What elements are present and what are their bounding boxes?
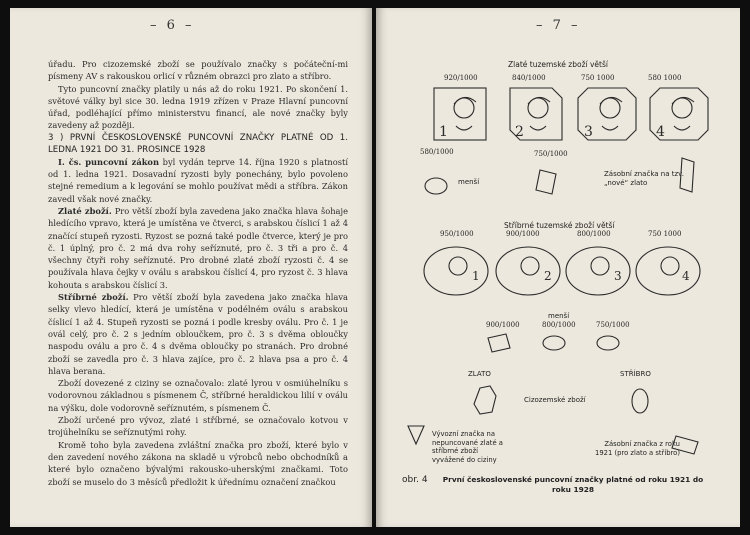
page-number-left: – 6 – xyxy=(150,18,195,33)
gold-fineness-4: 580 1000 xyxy=(648,74,682,82)
gold-small-fineness-2: 750/1000 xyxy=(534,150,568,158)
gold-mark-3-icon xyxy=(578,88,636,140)
gold-mark-1-icon xyxy=(434,88,486,140)
figure-caption: První československé puncovní značky platné od roku 1921 do roku 1928 xyxy=(442,475,704,494)
svg-text:1: 1 xyxy=(472,269,480,283)
paragraph xyxy=(48,156,348,205)
paragraph: Kromě toho byla zavedena zvláštní značka pro zboží, které bylo v den zavedení nového zákona na skladě u výrobců nebo obchodníků a které bylo označeno bývalými rakousko-uherskými značkami. Toto zboží se muselo do 3 měsíců předložit k úřednímu označení značkou xyxy=(48,439,348,487)
gold-fineness-3: 750 1000 xyxy=(581,74,615,82)
hallmark-figures xyxy=(376,8,740,527)
gold-fineness-1: 920/1000 xyxy=(444,74,478,82)
gold-small-label: menší xyxy=(458,178,480,186)
bold-term: Stříbrné zboží. xyxy=(58,292,129,303)
silver-small-fineness-3: 750/1000 xyxy=(596,321,630,329)
paragraph: Zboží určené pro vývoz, zlaté i stříbrné, se označovalo kotvou v trojúhelníku se seříznutými rohy. xyxy=(48,415,348,438)
foreign-silver-mark-icon xyxy=(632,389,648,413)
paragraph: Zboží dovezené z ciziny se označovalo: zlaté lyrou v osmiúhelníku s vodorovnou základnou s písmenem Č, stříbrné heraldickou lilií v oválu na výšku, dole vodorovně seříznutém, s písmenem Č. xyxy=(48,378,348,413)
zlato-label: ZLATO xyxy=(468,370,491,378)
svg-text:4: 4 xyxy=(656,124,665,140)
paragraph: úřadu. Pro cizozemské zboží se používalo značky s počáteční-mi písmeny AV s rakouskou orlicí v různém obrazci pro zlato a stříbro. xyxy=(48,59,348,82)
stribro-label: STŘÍBRO xyxy=(620,370,651,378)
foreign-gold-mark-icon xyxy=(474,386,496,414)
gold-small-fineness-1: 580/1000 xyxy=(420,148,454,156)
silver-mark-4-icon xyxy=(636,247,700,295)
gold-fineness-2: 840/1000 xyxy=(512,74,546,82)
silver-small-mark-icon xyxy=(543,336,565,350)
silver-title: Stříbrné tuzemské zboží větší xyxy=(504,221,615,230)
reserve-mark-icon xyxy=(680,158,694,192)
gold-small-mark-icon xyxy=(536,170,556,194)
svg-text:2: 2 xyxy=(544,269,552,283)
silver-fineness-2: 900/1000 xyxy=(506,230,540,238)
silver-mark-2-icon xyxy=(496,247,560,295)
paragraph-text: Pro větší zboží byla zavedena jako značka hlava selky vlevo hledící, která je umístěna v podélném oválu s arabskou číslicí 1 až 4. Stupeň ryzosti se pozná i podle kresby oválu. Pro č. 1 je ovál celý, pro č. 2 s jedním obloučkem, pro č. 3 s dvěma obloučky naspodu oválu a pro č. 4 s dvěma obloučky po stranách. Pro drobné zboží se zavedla pro č. 3 hlava zajíce, pro č. 2 hlava psa a pro č. 4 hlava berana. xyxy=(48,292,348,376)
silver-small-mark-icon xyxy=(597,336,619,350)
figure-number: obr. 4 xyxy=(402,475,428,485)
bold-term: Zlaté zboží. xyxy=(58,205,112,216)
silver-fineness-1: 950/1000 xyxy=(440,230,474,238)
paragraph-text: byl vydán teprve 14. října 1920 s platností od 1. ledna 1921. Dosavadní ryzosti byly ponechány, bylo povoleno stejné remedium a k legování se mohlo používat mědi a stříbra. Zákon zavedl však nové značky. xyxy=(48,156,349,204)
gold-mark-2-icon xyxy=(510,88,562,140)
reserve-new-gold-label: Zásobní značka na tzv. „nové“ zlato xyxy=(604,170,684,187)
reserve-1921-mark-icon xyxy=(672,436,698,454)
gold-small-mark-icon xyxy=(425,178,447,194)
right-page xyxy=(376,8,740,527)
silver-small-fineness-1: 900/1000 xyxy=(486,321,520,329)
svg-text:4: 4 xyxy=(682,269,690,283)
paragraph-text: Pro větší zboží byla zavedena jako značka hlava šohaje hledícího vpravo, která je umístěna ve čtverci, s arabskou číslicí 1 až 4 značící stupeň ryzosti. Ryzost se pozná také podle čtverce, který je pro č. 1 úplný, pro č. 2 má dva rohy seříznuté, pro č. 3 tři a pro č. 4 všechny čtyři rohy seříznuté. Pro drobné zlaté zboží ryzosti č. 4 se používala hlava čejky v oválu s arabskou číslicí 4, pro ryzost č. 3 hlava kohouta s arabskou číslicí 3. xyxy=(48,205,348,290)
svg-text:1: 1 xyxy=(439,124,448,140)
paragraph xyxy=(48,205,348,291)
silver-mark-3-icon xyxy=(566,247,630,295)
svg-text:3: 3 xyxy=(614,269,622,283)
export-mark-icon xyxy=(408,426,424,444)
reserve-1921-label: Zásobní značka z roku 1921 (pro zlato a stříbro) xyxy=(595,440,680,457)
page-number-right: – 7 – xyxy=(536,18,581,33)
bold-term: I. čs. puncovní zákon xyxy=(58,156,160,167)
silver-fineness-3: 800/1000 xyxy=(577,230,611,238)
section-heading: 3 ) PRVNÍ ČESKOSLOVENSKÉ PUNCOVNÍ ZNAČKY PLATNÉ OD 1. LEDNA 1921 DO 31. PROSINCE 1928 xyxy=(48,132,348,155)
silver-small-fineness-2: 800/1000 xyxy=(542,321,576,329)
silver-fineness-4: 750 1000 xyxy=(648,230,682,238)
svg-text:2: 2 xyxy=(515,124,524,140)
svg-text:3: 3 xyxy=(584,124,593,140)
paragraph: Tyto puncovní značky platily u nás až do roku 1921. Po skončení 1. světové války byl sice 30. ledna 1919 zřízen v Praze Hlavní puncovní úřad, podléhající přímo ministerstvu financí, ale nové značky byly zavedeny až později. xyxy=(48,83,348,131)
export-mark-label: Vývozní značka na nepuncované zlaté a stříbrné zboží vyvážené do ciziny xyxy=(432,430,503,464)
silver-small-label: menší xyxy=(548,312,570,320)
gold-mark-4-icon xyxy=(650,88,708,140)
paragraph xyxy=(48,291,348,377)
foreign-goods-label: Cizozemské zboží xyxy=(524,396,586,404)
silver-mark-1-icon xyxy=(424,247,488,295)
left-body-text xyxy=(48,58,348,488)
left-page xyxy=(10,8,372,527)
silver-small-mark-icon xyxy=(488,334,510,352)
gold-title: Zlaté tuzemské zboží větší xyxy=(508,60,608,69)
